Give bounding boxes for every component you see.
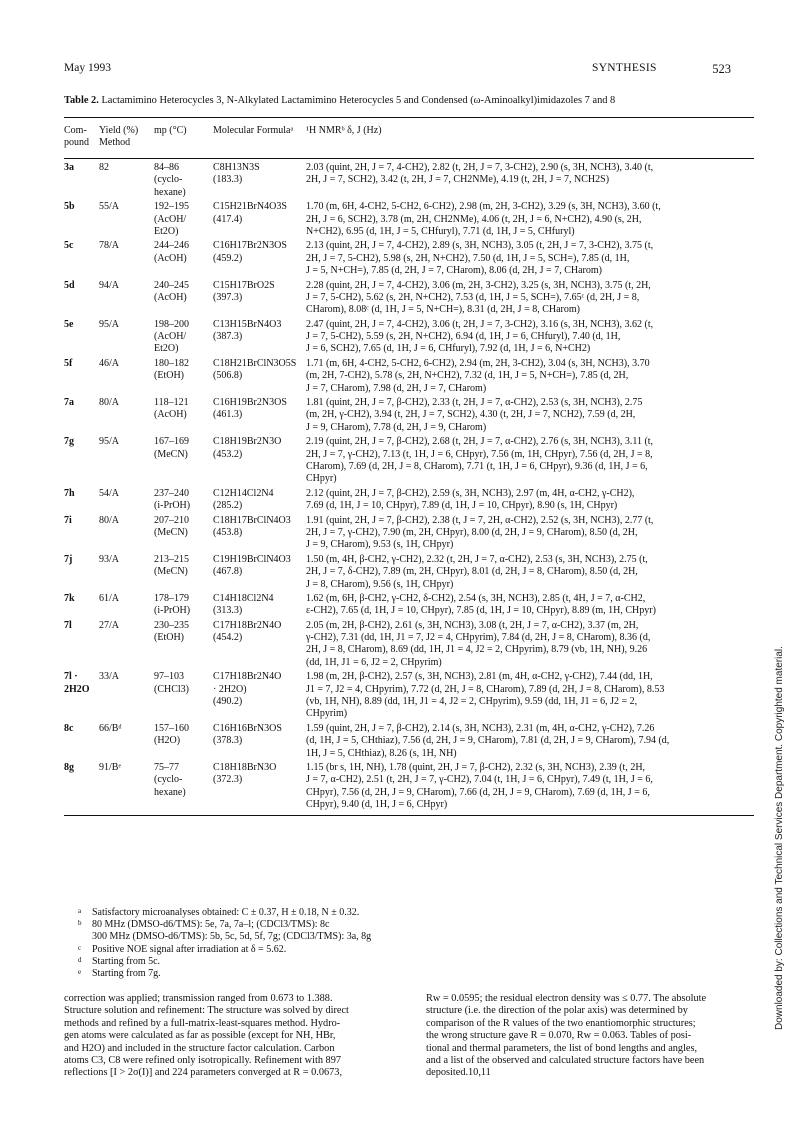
melting-point [154,436,213,486]
melting-point [154,358,213,395]
formula-line: (183.3) [213,174,243,186]
body-line: and a list of the observed and calculated structure factors have been [426,1054,705,1066]
table-row [64,515,754,552]
melting-point [154,620,213,670]
nmr-line: 2H, J = 7, 5-CH2), 5.98 (s, 2H, N+CH2), 7.50 (d, 1H, J = 5, SCH=), 7.85 (d, 1H, [306,252,630,264]
table-caption [64,95,754,106]
nmr-line: 2.03 (quint, 2H, J = 7, 4-CH2), 2.82 (t, 2H, J = 7, 3-CH2), 2.90 (s, 3H, NCH3), 3.40 (t, [306,162,654,173]
molecular-formula [213,358,306,395]
molecular-formula [213,162,306,199]
melting-point [154,240,213,277]
col-header-mp: mp (°C) [154,125,187,136]
melting-point-line: 118–121 [154,397,189,409]
body-line: comparison of the R values of the two enantiomorphic structures; [426,1017,696,1029]
footnote-mark: e [78,968,82,977]
table-row [64,593,754,618]
formula-line: C18H19Br2N3O [213,436,282,448]
nmr-data [306,162,754,199]
nmr-line: CHpyr), 9.40 (d, 1H, J = 6, CHpyr) [306,799,448,811]
download-notice [774,330,788,1030]
yield-method: 61/A [99,592,119,604]
footnote-text: 80 MHz (DMSO-d6/TMS): 5e, 7a, 7a–l; (CDCl3/TMS): 8c [92,919,330,931]
nmr-line: γ-CH2), 7.31 (dd, 1H, J1 = 7, J2 = 4, CHpyrim), 7.84 (d, 2H, J = 8, CHarom), 8.36 (d, [306,632,651,644]
footnote-mark: d [78,955,82,964]
melting-point-line: Et2O) [154,343,179,355]
footnote-mark [78,931,92,943]
nmr-line: 2H, J = 7, δ-CH2), 7.89 (m, 2H, CHpyr), 8.01 (d, 2H, J = 8, CHarom), 8.50 (d, 2H, [306,566,638,578]
table-row [64,554,754,591]
yield-method: 94/A [99,279,119,291]
yield-method: 46/A [99,357,119,369]
melting-point [154,515,213,552]
compound-id: 7l [64,619,72,631]
formula-line: C18H21BrClN3O5S [213,357,297,369]
melting-point-line: 192–195 [154,201,189,213]
table-row [64,436,754,486]
nmr-data [306,554,754,591]
nmr-line: J = 7, CHarom), 7.98 (d, 2H, J = 7, CHarom) [306,382,487,394]
melting-point-line: (EtOH) [154,632,184,644]
nmr-data [306,436,754,486]
nmr-line: CHpyrim) [306,708,348,720]
footnote-text: Starting from 7g. [92,968,161,980]
body-column-right [426,993,754,1080]
table-row [64,397,754,434]
formula-line: (453.2) [213,448,243,460]
compound-id: 7i [64,514,72,526]
formula-line: C17H18Br2N4O [213,671,282,683]
formula-line: (467.8) [213,566,243,578]
body-column-left [64,993,392,1080]
formula-line: · 2H2O) [213,683,247,695]
nmr-line: 2.12 (quint, 2H, J = 7, β-CH2), 2.59 (s, 3H, NCH3), 2.97 (m, 4H, α-CH2, γ-CH2), [306,487,635,499]
formula-line: (459.2) [213,252,243,264]
nmr-line: 2.05 (m, 2H, β-CH2), 2.61 (s, 3H, NCH3), 3.08 (t, 2H, J = 7, α-CH2), 3.37 (m, 2H, [306,619,639,631]
melting-point [154,554,213,591]
formula-line: (313.3) [213,605,243,617]
formula-line: (454.2) [213,632,243,644]
melting-point [154,397,213,434]
body-line: Structure solution and refinement: The structure was solved by direct [64,1005,349,1017]
melting-point [154,280,213,317]
table-label: Table 2. [64,95,99,106]
footnote-mark: a [78,907,82,915]
molecular-formula [213,488,306,513]
footnote-mark: c [78,943,82,952]
formula-line: C16H17Br2N3OS [213,240,287,252]
melting-point-line: 75–77 [154,761,179,773]
formula-line: (285.2) [213,500,243,512]
formula-line: C14H18Cl2N4 [213,592,274,604]
yield-method: 55/A [99,201,119,213]
header-journal: SYNTHESIS [592,62,657,74]
nmr-line: (d, 1H, J = 5, CHthiaz), 7.56 (d, 2H, J = 9, CHarom), 7.81 (d, 2H, J = 9, CHarom), 7.94 (d, [306,735,670,747]
nmr-line: 1.50 (m, 4H, β-CH2, γ-CH2), 2.32 (t, 2H, J = 7, α-CH2), 2.53 (s, 3H, NCH3), 2.75 (t, [306,553,648,565]
molecular-formula [213,762,306,812]
nmr-data [306,358,754,395]
compound-id: 3a [64,162,74,173]
body-line: atoms C3, C8 were refined only isotropically. Refinement with 897 [64,1054,342,1066]
body-line: and H2O) and included in the structure factor calculation. Carbon [64,1042,335,1054]
nmr-line: ε-CH2), 7.65 (d, 1H, J = 10, CHpyr), 7.85 (d, 1H, J = 10, CHpyr), 8.89 (m, 1H, CHpyr) [306,605,656,617]
nmr-line: (dd, 1H, J1 = 6, J2 = 2, CHpyrim) [306,656,442,668]
formula-line: C18H17BrClN4O3 [213,514,291,526]
formula-line: C13H15BrN4O3 [213,318,282,330]
nmr-line: J = 8, CHarom), 9.56 (s, 1H, CHpyr) [306,578,454,590]
formula-line: C8H13N3S [213,162,260,173]
melting-point-line: (cyclo- [154,174,183,186]
molecular-formula [213,671,306,721]
yield-method: 95/A [99,318,119,330]
compound-id: 5b [64,201,75,213]
formula-line: C18H18BrN3O [213,761,277,773]
nmr-data [306,488,754,513]
footnote [78,931,371,943]
nmr-data [306,762,754,812]
formula-line: C17H18Br2N4O [213,619,282,631]
melting-point-line: (AcOH) [154,291,187,303]
melting-point-line: 237–240 [154,487,189,499]
melting-point-line: (H2O) [154,735,181,747]
nmr-data [306,201,754,238]
header-date: May 1993 [64,62,111,74]
nmr-line: 1.98 (m, 2H, β-CH2), 2.57 (s, 3H, NCH3), 2.81 (m, 4H, α-CH2, γ-CH2), 7.44 (dd, 1H, [306,671,653,683]
page-header [64,62,731,78]
molecular-formula [213,397,306,434]
table-row [64,671,754,721]
compound-id: 5d [64,279,75,291]
nmr-line: J = 6, SCH2), 7.65 (d, 1H, J = 6, CHfuryl), 7.92 (d, 1H, J = 6, N+CH2) [306,343,591,355]
melting-point-line: hexane) [154,186,186,198]
col-header-formula: Molecular Formulaᵃ [213,125,294,136]
nmr-line: 2.47 (quint, 2H, J = 7, 4-CH2), 3.06 (t, 2H, J = 7, 3-CH2), 3.16 (s, 3H, NCH3), 3.62 (t, [306,318,654,330]
molecular-formula [213,319,306,356]
body-line: the wrong structure gave R = 0.070, Rw = 0.063. Tables of posi- [426,1030,692,1042]
table-row [64,620,754,670]
nmr-line: (m, 2H, γ-CH2), 3.94 (t, 2H, J = 7, SCH2), 4.30 (t, 2H, J = 7, NCH2), 7.59 (d, 2H, [306,409,636,421]
nmr-line: 1.91 (quint, 2H, J = 7, β-CH2), 2.38 (t, J = 7, 2H, α-CH2), 2.52 (s, 3H, NCH3), 2.77 (t, [306,514,654,526]
formula-line: (417.4) [213,213,243,225]
footnote-text: Satisfactory microanalyses obtained: C ± 0.37, H ± 0.18, N ± 0.32. [92,907,360,918]
footnote [78,956,371,968]
table-body [64,159,754,812]
nmr-data [306,319,754,356]
melting-point-line: hexane) [154,786,186,798]
melting-point [154,593,213,618]
body-line: methods and refined by a full-matrix-least-squares method. Hydro- [64,1017,341,1029]
body-line: reflections [I > 2σ(I)] and 224 parameters converged at R = 0.0673, [64,1067,343,1079]
nmr-line: N+CH2), 6.95 (d, 1H, J = 5, CHfuryl), 7.71 (d, 1H, J = 5, CHfuryl) [306,225,575,237]
nmr-line: 1.62 (m, 6H, β-CH2, γ-CH2, δ-CH2), 2.54 (s, 3H, NCH3), 2.85 (t, 4H, J = 7, α-CH2, [306,592,646,604]
download-notice-text: Downloaded by: Collections and Technical Services Department. Copyrighted material. [774,646,785,1030]
table-row [64,280,754,317]
melting-point-line: 207–210 [154,514,189,526]
molecular-formula [213,723,306,760]
nmr-line: 2H, J = 7, SCH2), 3.42 (t, 2H, J = 7, CH2NMe), 4.19 (t, 2H, J = 7, NCH2S) [306,174,610,186]
formula-line: C12H14Cl2N4 [213,487,274,499]
melting-point [154,488,213,513]
table-header-row [64,118,754,158]
melting-point-line: (AcOH) [154,252,187,264]
nmr-line: CHpyr), 7.56 (d, 2H, J = 9, CHarom), 7.66 (d, 2H, J = 9, CHarom), 7.69 (d, 1H, J = 6, [306,786,650,798]
footnote-text: Positive NOE signal after irradiation at δ = 5.62. [92,943,287,955]
nmr-data [306,620,754,670]
compound-id: 7k [64,592,75,604]
nmr-line: 1.15 (br s, 1H, NH), 1.78 (quint, 2H, J = 7, β-CH2), 2.32 (s, 3H, NCH3), 2.39 (t, 2H, [306,761,646,773]
nmr-data [306,280,754,317]
melting-point [154,201,213,238]
yield-method: 80/A [99,397,119,409]
formula-line: (490.2) [213,696,243,708]
nmr-line: (vb, 1H, NH), 8.89 (dd, 1H, J1 = 4, J2 = 2, CHpyrim), 9.59 (dd, 1H, J1 = 6, J2 = 2, [306,696,638,708]
nmr-line: CHpyr) [306,473,337,485]
melting-point-line: 97–103 [154,671,184,683]
molecular-formula [213,240,306,277]
melting-point-line: (AcOH/ [154,331,187,343]
melting-point-line: 230–235 [154,619,189,631]
melting-point-line: 213–215 [154,553,189,565]
nmr-line: J = 9, CHarom), 7.78 (d, 2H, J = 9, CHarom) [306,421,487,433]
footnote-mark: b [78,919,82,928]
formula-line: (387.3) [213,331,243,343]
yield-method: 93/A [99,553,119,565]
compound-id: 5f [64,357,73,369]
body-line: structure (i.e. the direction of the polar axis) was determined by [426,1005,688,1017]
melting-point-line: 244–246 [154,240,189,252]
body-line: correction was applied; transmission ranged from 0.673 to 1.388. [64,993,333,1004]
nmr-data [306,397,754,434]
yield-method: 66/Bᵈ [99,722,122,734]
nmr-data [306,671,754,721]
molecular-formula [213,201,306,238]
table-row [64,762,754,812]
melting-point [154,319,213,356]
nmr-line: CHarom), 8.08ᶜ (d, 1H, J = 5, N+CH=), 8.31 (d, 2H, J = 8, CHarom) [306,304,580,316]
yield-method: 33/A [99,671,119,683]
table-row [64,488,754,513]
nmr-data [306,593,754,618]
compound-id: 8g [64,761,74,773]
formula-line: (453.8) [213,526,243,538]
table-row [64,319,754,356]
col-header-yield: Yield (%) Method [99,125,139,149]
body-line: deposited.10,11 [426,1067,491,1079]
body-line: tional and thermal parameters, the list of bond lengths and angles, [426,1042,698,1054]
nmr-line: J = 7, 5-CH2), 5.59 (s, 2H, N+CH2), 6.94 (d, 1H, J = 6, CHfuryl), 7.40 (d, 1H, [306,331,621,343]
melting-point-line: (MeCN) [154,566,188,578]
melting-point-line: 198–200 [154,318,189,330]
footnote-text: 300 MHz (DMSO-d6/TMS): 5b, 5c, 5d, 5f, 7g; (CDCl3/TMS): 3a, 8g [92,931,372,943]
melting-point-line: 157–160 [154,722,189,734]
nmr-data [306,515,754,552]
nmr-line: 2.13 (quint, 2H, J = 7, 4-CH2), 2.89 (s, 3H, NCH3), 3.05 (t, 2H, J = 7, 3-CH2), 3.75 (t, [306,240,654,252]
melting-point [154,162,213,199]
melting-point [154,671,213,721]
nmr-line: 1.71 (m, 6H, 4-CH2, 5-CH2, 6-CH2), 2.94 (m, 2H, 3-CH2), 3.04 (s, 3H, NCH3), 3.70 [306,357,650,369]
footnote [78,968,371,980]
page-number: 523 [712,62,731,76]
yield-method: 80/A [99,514,119,526]
yield-method: 91/Bᵉ [99,761,122,773]
formula-line: C16H16BrN3OS [213,722,282,734]
table-row [64,723,754,760]
footnote [78,907,371,919]
table-row [64,201,754,238]
compound-id: 5e [64,318,74,330]
melting-point [154,762,213,812]
compound-id: 7g [64,436,74,448]
compound-id: 7l · 2H2O [64,671,90,695]
compound-id: 7a [64,397,74,409]
table-row [64,358,754,395]
nmr-line: 2H, J = 8, CHarom), 8.69 (dd, 1H, J1 = 4, J2 = 2, CHpyrim), 8.79 (vb, 1H, NH), 9.26 [306,644,648,656]
table-caption-text: Lactamimino Heterocycles 3, N-Alkylated Lactamimino Heterocycles 5 and Condensed (ω-Aminoalkyl)imidazoles 7 and 8 [101,95,616,106]
table-bottom-rule [64,815,754,816]
formula-line: C15H17BrO2S [213,279,275,291]
formula-line: (372.3) [213,774,243,786]
melting-point-line: 180–182 [154,357,189,369]
melting-point-line: 178–179 [154,592,189,604]
molecular-formula [213,515,306,552]
yield-method: 95/A [99,436,119,448]
nmr-line: J = 5, N+CH=), 7.85 (d, 2H, J = 7, CHarom), 8.06 (d, 2H, J = 7, CHarom) [306,265,602,277]
yield-method: 78/A [99,240,119,252]
nmr-line: 1.81 (quint, 2H, J = 7, β-CH2), 2.33 (t, 2H, J = 7, α-CH2), 2.53 (s, 3H, NCH3), 2.75 [306,397,643,409]
formula-line: C16H19Br2N3OS [213,397,287,409]
molecular-formula [213,280,306,317]
melting-point-line: (MeCN) [154,526,188,538]
formula-line: C19H19BrClN4O3 [213,553,291,565]
compound-id: 8c [64,722,74,734]
nmr-line: 1.70 (m, 6H, 4-CH2, 5-CH2, 6-CH2), 2.98 (m, 2H, 3-CH2), 3.29 (s, 3H, NCH3), 3.60 (t, [306,201,661,213]
molecular-formula [213,436,306,486]
nmr-line: 1H, J = 5, CHthiaz), 8.26 (s, 1H, NH) [306,747,457,759]
yield-method: 54/A [99,487,119,499]
formula-line: (378.3) [213,735,243,747]
melting-point-line: (MeCN) [154,448,188,460]
nmr-data [306,723,754,760]
col-header-nmr: ¹H NMRᵇ δ, J (Hz) [306,125,382,136]
nmr-line: J = 7, 5-CH2), 5.62 (s, 2H, N+CH2), 7.53 (d, 1H, J = 5, SCH=), 7.65ᶜ (d, 2H, J = 8, [306,291,640,303]
melting-point-line: (AcOH) [154,409,187,421]
nmr-line: 2H, J = 6, SCH2), 3.78 (m, 2H, CH2NMe), 4.06 (t, 2H, J = 6, N+CH2), 4.90 (s, 2H, [306,213,642,225]
nmr-line: (m, 2H, 7-CH2), 5.78 (s, 2H, N+CH2), 7.32 (d, 1H, J = 5, N+CH=), 7.85 (d, 2H, [306,370,629,382]
nmr-line: J = 9, CHarom), 9.53 (s, 1H, CHpyr) [306,539,454,551]
nmr-line: J1 = 7, J2 = 4, CHpyrim), 7.72 (d, 2H, J = 8, CHarom), 7.89 (d, 2H, J = 8, CHarom), 8.53 [306,683,665,695]
table-footnotes [78,907,371,980]
melting-point-line: (CHCl3) [154,683,189,695]
melting-point-line: (cyclo- [154,774,183,786]
melting-point-line: (AcOH/ [154,213,187,225]
nmr-data [306,240,754,277]
col-header-compound: Com- pound [64,125,89,149]
compound-id: 7j [64,553,73,565]
molecular-formula [213,554,306,591]
melting-point-line: 84–86 [154,162,179,173]
body-text [64,993,754,1080]
nmr-line: 2H, J = 7, γ-CH2), 7.13 (t, 1H, J = 6, CHpyr), 7.56 (m, 1H, CHpyr), 7.56 (d, 2H, J = 8, [306,448,653,460]
melting-point-line: (EtOH) [154,370,184,382]
melting-point-line: (i-PrOH) [154,605,191,617]
formula-line: (506.8) [213,370,243,382]
yield-method: 82 [99,162,109,173]
body-line: gen atoms were calculated as far as possible (except for NH, HBr, [64,1030,336,1042]
nmr-line: 2.28 (quint, 2H, J = 7, 4-CH2), 3.06 (m, 2H, 3-CH2), 3.25 (s, 3H, NCH3), 3.75 (t, 2H, [306,279,651,291]
nmr-line: 7.69 (d, 1H, J = 10, CHpyr), 7.89 (d, 1H, J = 10, CHpyr), 8.90 (s, 1H, CHpyr) [306,500,618,512]
compound-id: 5c [64,240,74,252]
footnote-text: Starting from 5c. [92,955,161,967]
melting-point-line: Et2O) [154,225,179,237]
formula-line: (461.3) [213,409,243,421]
melting-point-line: 167–169 [154,436,189,448]
formula-line: C15H21BrN4O3S [213,201,287,213]
table-row [64,162,754,199]
nmr-line: 1.59 (quint, 2H, J = 7, β-CH2), 2.14 (s, 3H, NCH3), 2.31 (m, 4H, α-CH2, γ-CH2), 7.26 [306,722,655,734]
nmr-line: J = 7, α-CH2), 2.51 (t, 2H, J = 7, γ-CH2), 7.04 (t, 1H, J = 6, CHpyr), 7.49 (t, 1H, J = 6, [306,774,653,786]
nmr-line: 2.19 (quint, 2H, J = 7, β-CH2), 2.68 (t, 2H, J = 7, α-CH2), 2.76 (s, 3H, NCH3), 3.11 (t, [306,436,654,448]
formula-line: (397.3) [213,291,243,303]
melting-point [154,723,213,760]
yield-method: 27/A [99,619,119,631]
compound-id: 7h [64,487,75,499]
nmr-line: CHarom), 7.69 (d, 2H, J = 8, CHarom), 7.71 (t, 1H, J = 6, CHpyr), 9.36 (d, 1H, J = 6, [306,460,648,472]
footnote [78,944,371,956]
table-row [64,240,754,277]
melting-point-line: 240–245 [154,279,189,291]
melting-point-line: (i-PrOH) [154,500,191,512]
body-line: Rw = 0.0595; the residual electron density was ≤ 0.77. The absolute [426,993,707,1004]
molecular-formula [213,593,306,618]
molecular-formula [213,620,306,670]
data-table [64,117,754,816]
nmr-line: 2H, J = 7, γ-CH2), 7.90 (m, 2H, CHpyr), 8.00 (d, 2H, J = 9, CHarom), 8.50 (d, 2H, [306,526,638,538]
footnote [78,919,371,931]
